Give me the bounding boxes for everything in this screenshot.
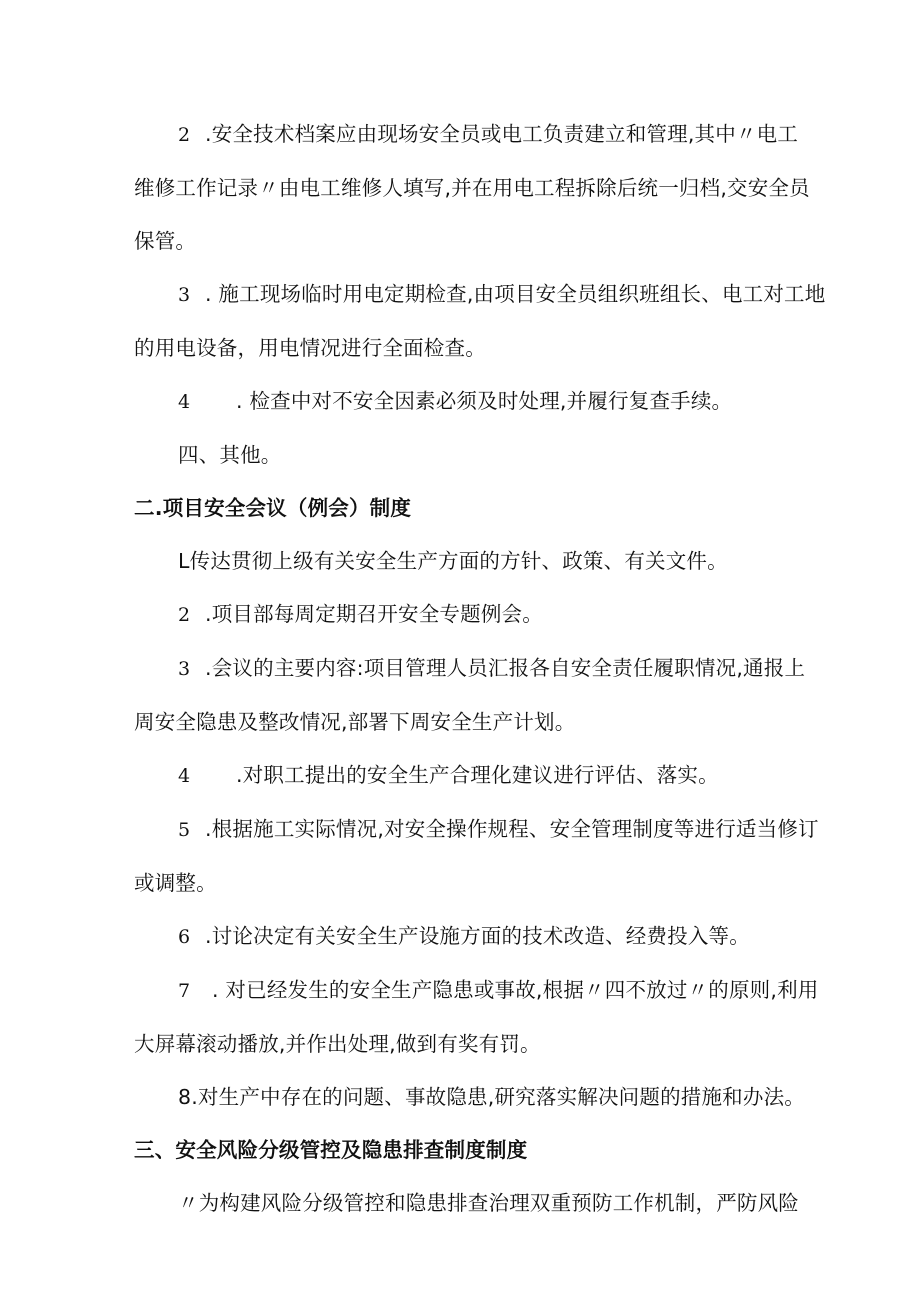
text-line: [134, 910, 796, 964]
text-line: [134, 1018, 796, 1071]
paragraph: [134, 1071, 805, 1124]
paragraph: [134, 1177, 799, 1230]
text-line: [134, 857, 796, 910]
line-text: 周安全隐患及整改情况,部署下周安全生产计划。: [134, 710, 576, 734]
paragraph: [134, 268, 826, 375]
text-line: [134, 268, 826, 322]
document-body: [134, 108, 826, 1230]
text-line: [134, 429, 796, 482]
line-text: 〃为构建风险分级管控和隐患排查治理双重预防工作机制，严防风险: [178, 1191, 799, 1215]
paragraph: [134, 375, 796, 429]
paragraph: [134, 535, 796, 588]
line-text: . 对已经发生的安全生产隐患或事故,根据〃四不放过〃的原则,利用: [212, 978, 819, 1002]
text-line: [134, 162, 810, 215]
text-line: [134, 482, 796, 535]
paragraph: [134, 803, 819, 910]
paragraph: [134, 429, 796, 482]
line-text: 三、安全风险分级管控及隐患排查制度制度: [134, 1138, 528, 1162]
text-line: [134, 1124, 796, 1177]
item-number: 4: [178, 391, 191, 413]
paragraph: [134, 910, 796, 964]
item-number: 3: [178, 284, 191, 306]
text-line: [134, 375, 796, 429]
line-text: .项目部每周定期召开安全专题例会。: [205, 602, 543, 626]
paragraph: [134, 749, 796, 803]
text-line: [134, 696, 796, 749]
line-text: 保管。: [134, 229, 197, 253]
line-text: . 检查中对不安全因素必须及时处理,并履行复查手续。: [236, 389, 733, 413]
section-heading: [134, 1124, 796, 1177]
line-text: 的用电设备，用电情况进行全面检查。: [134, 336, 486, 360]
text-line: [134, 535, 796, 588]
item-number: 3: [178, 658, 191, 680]
line-text: L传达贯彻上级有关安全生产方面的方针、政策、有关文件。: [178, 549, 728, 573]
text-line: [134, 964, 819, 1018]
line-text: 或调整。: [134, 871, 217, 895]
text-line: [134, 803, 819, 857]
line-text: 二.项目安全会议（例会）制度: [134, 496, 412, 520]
line-text: .对职工提出的安全生产合理化建议进行评估、落实。: [236, 763, 719, 787]
item-number: 6: [178, 926, 191, 948]
item-number: 7: [178, 980, 191, 1002]
text-line: [134, 642, 806, 696]
item-number: 4: [178, 765, 191, 787]
line-text: 四、其他。: [178, 443, 282, 467]
paragraph: [134, 108, 810, 268]
line-text: .根据施工实际情况,对安全操作规程、安全管理制度等进行适当修订: [205, 817, 819, 841]
text-line: [134, 588, 796, 642]
item-number: 2: [178, 604, 191, 626]
text-line: [134, 1071, 805, 1124]
line-text: . 施工现场临时用电定期检查,由项目安全员组织班组长、电工对工地: [205, 282, 826, 306]
text-line: [134, 1177, 799, 1230]
line-text: .讨论决定有关安全生产设施方面的技术改造、经费投入等。: [205, 924, 750, 948]
document-page: [134, 108, 826, 1230]
item-number: 2: [178, 124, 191, 146]
line-text: 大屏幕滚动播放,并作出处理,做到有奖有罚。: [134, 1032, 541, 1056]
text-line: [134, 215, 796, 268]
text-line: [134, 108, 799, 162]
item-number: 5: [178, 819, 191, 841]
line-text: 维修工作记录〃由电工维修人填写,并在用电工程拆除后统一归档,交安全员: [134, 176, 810, 200]
paragraph: [134, 964, 819, 1071]
line-text: .会议的主要内容:项目管理人员汇报各自安全责任履职情况,通报上: [205, 656, 806, 680]
line-text: .安全技术档案应由现场安全员或电工负责建立和管理,其中〃电工: [205, 122, 799, 146]
text-line: [134, 322, 796, 375]
paragraph: [134, 642, 806, 749]
section-heading: [134, 482, 796, 535]
line-text: 8.对生产中存在的问题、事故隐患,研究落实解决问题的措施和办法。: [178, 1085, 805, 1109]
paragraph: [134, 588, 796, 642]
text-line: [134, 749, 796, 803]
